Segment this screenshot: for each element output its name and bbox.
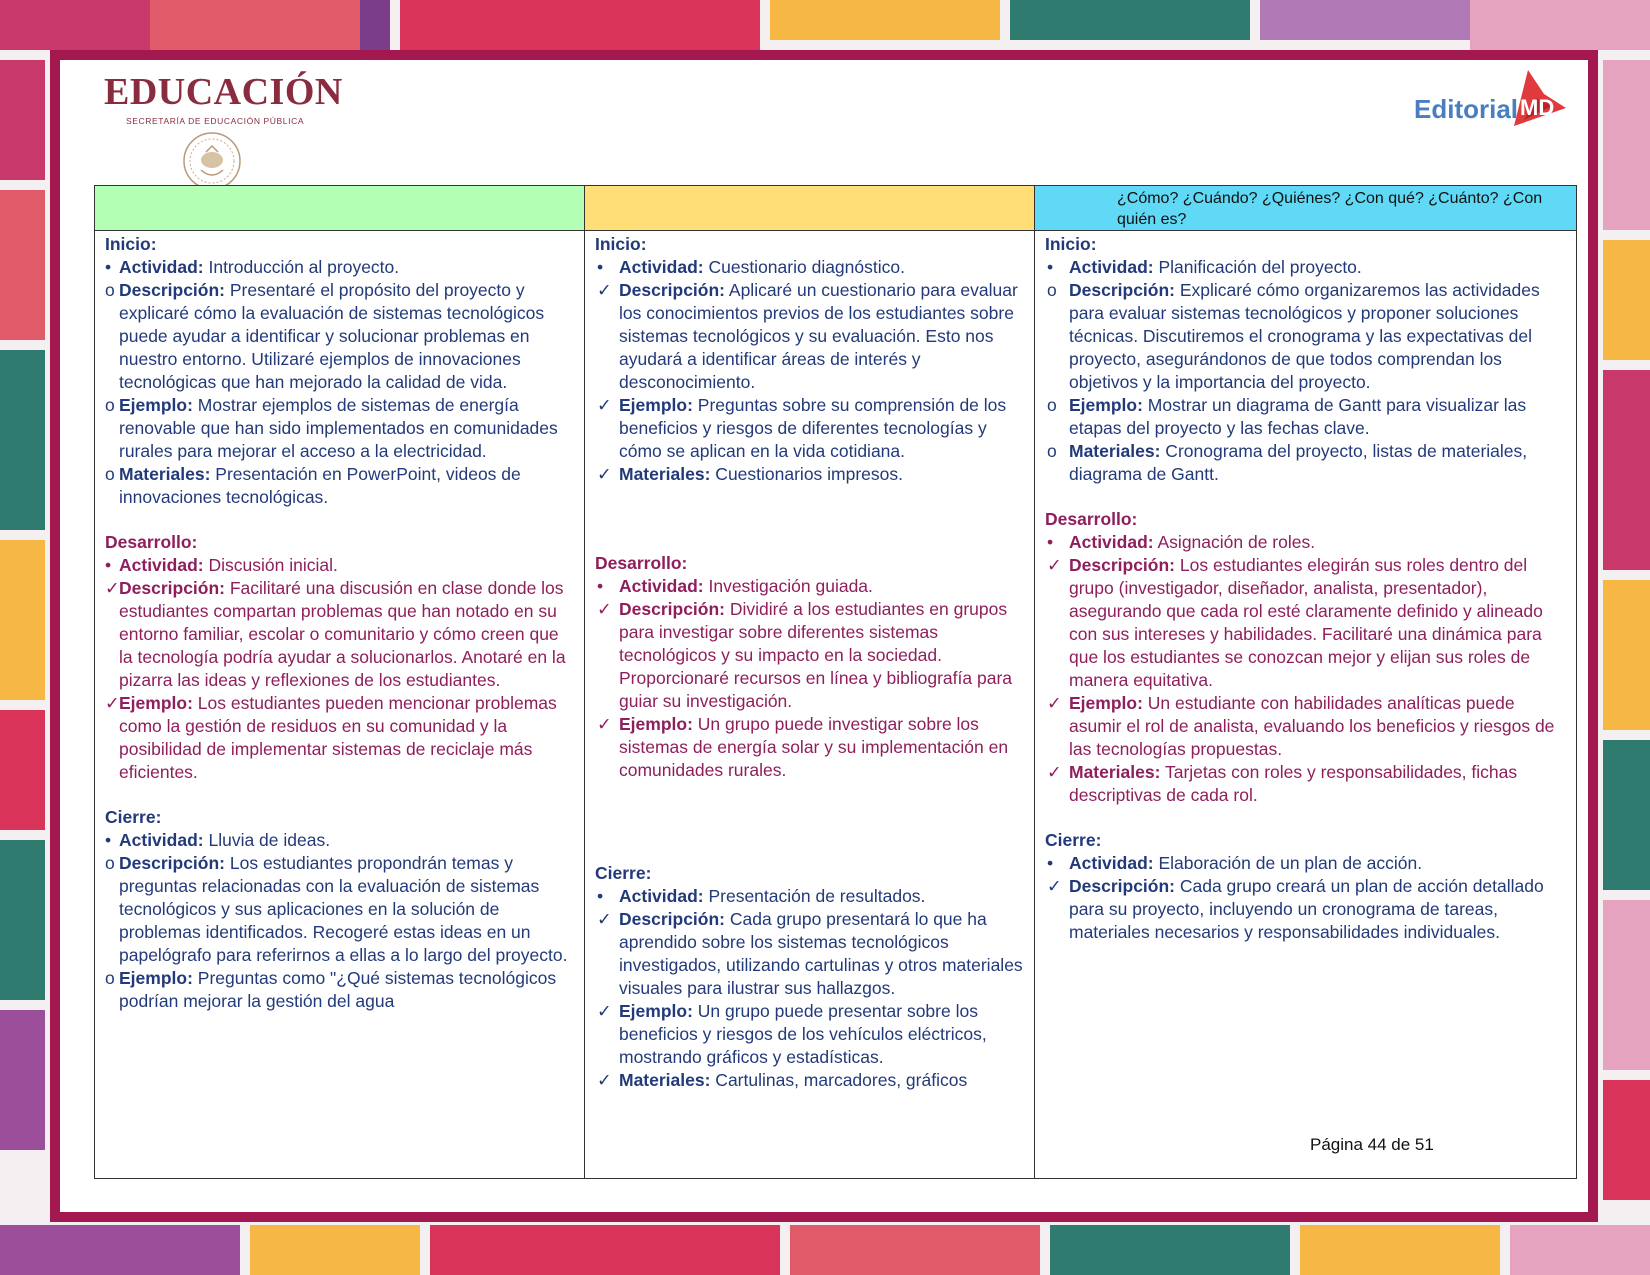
item-text: Preguntas como "¿Qué sistemas tecnológicos podrían mejorar la gestión del agua: [119, 968, 557, 1011]
list-item: [105, 967, 576, 1013]
table-body-row: [95, 231, 1577, 1179]
bullet-icon: •: [1047, 853, 1054, 873]
bullet-icon: •: [105, 555, 112, 575]
item-text: Cada grupo creará un plan de acción detallado para su proyecto, incluyendo un cronograma de tareas, materiales necesarios y responsabilidades individuales.: [1069, 876, 1544, 942]
item-label: Descripción:: [619, 909, 725, 929]
header-cell-green: [95, 186, 585, 231]
check-icon: ✓: [597, 714, 612, 734]
list-item: [105, 463, 576, 509]
list-item: [595, 463, 1026, 486]
bullet-icon: •: [105, 257, 112, 277]
check-icon: ✓: [597, 599, 612, 619]
list-item: [595, 1069, 1026, 1092]
list-item: [105, 577, 576, 692]
check-icon: ✓: [105, 578, 120, 598]
item-label: Materiales:: [619, 464, 711, 484]
column-1-cell: [95, 231, 585, 1179]
item-label: Ejemplo:: [119, 693, 193, 713]
item-label: Materiales:: [119, 464, 211, 484]
item-label: Descripción:: [619, 280, 725, 300]
item-label: Materiales:: [1069, 441, 1161, 461]
item-label: Ejemplo:: [619, 395, 693, 415]
bullet-icon: •: [1047, 257, 1054, 277]
table-header-row: [95, 186, 1577, 231]
bullet-icon: o: [105, 280, 115, 300]
item-text: Preguntas sobre su comprensión de los beneficios y riesgos de diferentes tecnologías y cómo se aplican en la vida cotidiana.: [619, 395, 1007, 461]
list-item: [1045, 531, 1568, 554]
item-text: Lluvia de ideas.: [203, 830, 331, 850]
bullet-icon: o: [1047, 441, 1057, 461]
list-item: [595, 713, 1026, 782]
item-label: Materiales:: [619, 1070, 711, 1090]
list-item: [105, 256, 576, 279]
check-icon: ✓: [597, 280, 612, 300]
editorial-logo-word: Editorial: [1414, 94, 1519, 124]
item-label: Actividad:: [619, 576, 704, 596]
bullet-icon: o: [105, 395, 115, 415]
md-logo-mark: MD: [1520, 95, 1555, 120]
section-title-desarrollo: Desarrollo:: [1045, 509, 1138, 529]
item-label: Descripción:: [1069, 876, 1175, 896]
list-item: [105, 692, 576, 784]
item-text: Los estudiantes elegirán sus roles dentro del grupo (investigador, diseñador, analista, presentador), asegurando que cada rol esté claramente definido y alineado con sus intereses y habilidades. Facilitaré una dinámica para que los estudiantes se conozcan mejor y elijan sus roles de manera equitativa.: [1069, 555, 1543, 690]
list-item: [595, 598, 1026, 713]
section-title-cierre: Cierre:: [595, 863, 652, 883]
bullet-icon: o: [105, 853, 115, 873]
check-icon: ✓: [1047, 876, 1062, 896]
national-seal-icon: [181, 130, 243, 192]
item-label: Actividad:: [119, 257, 204, 277]
list-item: [595, 256, 1026, 279]
item-label: Ejemplo:: [1069, 693, 1143, 713]
section-title-inicio: Inicio:: [1045, 234, 1097, 254]
list-item: [105, 829, 576, 852]
planning-table: [94, 185, 1577, 1179]
item-label: Materiales:: [1069, 762, 1161, 782]
bullet-icon: •: [597, 257, 604, 277]
list-item: [1045, 761, 1568, 807]
header-cell-yellow: [585, 186, 1035, 231]
item-text: Discusión inicial.: [203, 555, 338, 575]
item-label: Actividad:: [119, 830, 204, 850]
item-label: Actividad:: [1069, 257, 1154, 277]
check-icon: ✓: [597, 909, 612, 929]
item-text: Presentación en PowerPoint, videos de innovaciones tecnológicas.: [119, 464, 521, 507]
bullet-icon: •: [1047, 532, 1054, 552]
item-text: Introducción al proyecto.: [203, 257, 400, 277]
section-title-cierre: Cierre:: [105, 807, 162, 827]
sep-logo-subtitle: SECRETARÍA DE EDUCACIÓN PÚBLICA: [126, 116, 305, 126]
list-item: [105, 554, 576, 577]
bullet-icon: o: [1047, 280, 1057, 300]
header-cell-questions: ¿Cómo? ¿Cuándo? ¿Quiénes? ¿Con qué? ¿Cuánto? ¿Con quién es?: [1035, 186, 1577, 231]
list-item: [1045, 394, 1568, 440]
item-text: Cronograma del proyecto, listas de materiales, diagrama de Gantt.: [1069, 441, 1528, 484]
item-label: Actividad:: [619, 257, 704, 277]
check-icon: ✓: [597, 395, 612, 415]
item-text: Un grupo puede investigar sobre los sistemas de energía solar y su implementación en comunidades rurales.: [619, 714, 1009, 780]
item-text: Un estudiante con habilidades analíticas puede asumir el rol de analista, evaluando los beneficios y riesgos de las tecnologías propuestas.: [1069, 693, 1555, 759]
check-icon: ✓: [1047, 762, 1062, 782]
section-title-inicio: Inicio:: [105, 234, 157, 254]
item-label: Descripción:: [1069, 555, 1175, 575]
list-item: [595, 279, 1026, 394]
check-icon: ✓: [1047, 693, 1062, 713]
item-text: Facilitaré una discusión en clase donde los estudiantes compartan problemas que han notado en su entorno familiar, escolar o comunitario y cómo creen que la tecnología podría ayudar a solucionarlos. Anotaré en la pizarra las ideas y reflexiones de los estudiantes.: [119, 578, 566, 690]
item-text: Los estudiantes pueden mencionar problemas como la gestión de residuos en su comunidad y la posibilidad de implementar sistemas de reciclaje más eficientes.: [119, 693, 557, 782]
section-title-desarrollo: Desarrollo:: [105, 532, 198, 552]
list-item: [1045, 256, 1568, 279]
column-3-cell: [1035, 231, 1577, 1179]
bullet-icon: o: [1047, 395, 1057, 415]
bullet-icon: •: [105, 830, 112, 850]
item-label: Descripción:: [119, 280, 225, 300]
list-item: [1045, 875, 1568, 944]
item-text: Dividiré a los estudiantes en grupos para investigar sobre diferentes sistemas tecnológicos y su impacto en la sociedad. Proporcionaré recursos en línea y bibliografía para guiar su investigación.: [619, 599, 1012, 711]
item-text: Mostrar ejemplos de sistemas de energía renovable que han sido implementados en comunidades rurales para mejorar el acceso a la electricidad.: [119, 395, 558, 461]
list-item: [1045, 279, 1568, 394]
sep-logo: [104, 70, 343, 126]
list-item: [1045, 692, 1568, 761]
list-item: [595, 885, 1026, 908]
item-label: Actividad:: [119, 555, 204, 575]
list-item: [595, 394, 1026, 463]
check-icon: ✓: [597, 464, 612, 484]
item-label: Ejemplo:: [1069, 395, 1143, 415]
sep-logo-title: EDUCACIÓN: [104, 71, 343, 113]
list-item: [105, 852, 576, 967]
check-icon: ✓: [1047, 555, 1062, 575]
item-label: Ejemplo:: [619, 714, 693, 734]
list-item: [1045, 852, 1568, 875]
item-text: Un grupo puede presentar sobre los beneficios y riesgos de los vehículos eléctricos, mostrando gráficos y estadísticas.: [619, 1001, 987, 1067]
bullet-icon: •: [597, 886, 604, 906]
section-title-cierre: Cierre:: [1045, 830, 1102, 850]
item-text: Planificación del proyecto.: [1153, 257, 1362, 277]
list-item: [1045, 554, 1568, 692]
item-text: Explicaré cómo organizaremos las actividades para evaluar sistemas tecnológicos y proponer soluciones técnicas. Discutiremos el cronograma y las expectativas del proyecto, asegurándonos de que todos comprendan los objetivos y la importancia del proyecto.: [1069, 280, 1540, 392]
item-label: Actividad:: [619, 886, 704, 906]
item-label: Actividad:: [1069, 853, 1154, 873]
list-item: [595, 575, 1026, 598]
list-item: [105, 394, 576, 463]
item-text: Asignación de roles.: [1153, 532, 1316, 552]
item-text: Cuestionarios impresos.: [710, 464, 904, 484]
item-text: Mostrar un diagrama de Gantt para visualizar las etapas del proyecto y las fechas clave.: [1069, 395, 1527, 438]
item-label: Ejemplo:: [619, 1001, 693, 1021]
list-item: [595, 1000, 1026, 1069]
item-label: Descripción:: [119, 578, 225, 598]
list-item: [1045, 440, 1568, 486]
item-label: Actividad:: [1069, 532, 1154, 552]
list-item: [105, 279, 576, 394]
check-icon: ✓: [105, 693, 120, 713]
column-2-cell: [585, 231, 1035, 1179]
item-label: Descripción:: [1069, 280, 1175, 300]
document-page: [60, 60, 1588, 1212]
item-label: Descripción:: [619, 599, 725, 619]
bullet-icon: o: [105, 968, 115, 988]
item-text: Aplicaré un cuestionario para evaluar los conocimientos previos de los estudiantes sobre sistemas tecnológicos y su evaluación. Esto nos ayudará a identificar áreas de interés y desconocimiento.: [619, 280, 1018, 392]
item-label: Ejemplo:: [119, 395, 193, 415]
md-logo-icon: [1510, 68, 1570, 132]
item-text: Elaboración de un plan de acción.: [1153, 853, 1423, 873]
item-text: Los estudiantes propondrán temas y preguntas relacionadas con la evaluación de sistemas tecnológicos y sus aplicaciones en la solución de problemas identificados. Recogeré estas ideas en un papelógrafo para referirnos a ellas a lo largo del proyecto.: [119, 853, 568, 965]
item-text: Presentaré el propósito del proyecto y explicaré cómo la evaluación de sistemas tecnológicos puede ayudar a identificar y solucionar problemas en nuestro entorno. Utilizaré ejemplos de innovaciones tecnológicas que han mejorado la calidad de vida.: [119, 280, 545, 392]
check-icon: ✓: [597, 1001, 612, 1021]
item-text: Cartulinas, marcadores, gráficos: [710, 1070, 968, 1090]
item-text: Cada grupo presentará lo que ha aprendido sobre los sistemas tecnológicos investigados, utilizando cartulinas y otros materiales visuales para ilustrar sus hallazgos.: [619, 909, 1023, 998]
section-title-inicio: Inicio:: [595, 234, 647, 254]
item-label: Descripción:: [119, 853, 225, 873]
item-label: Ejemplo:: [119, 968, 193, 988]
item-text: Presentación de resultados.: [703, 886, 926, 906]
list-item: [595, 908, 1026, 1000]
item-text: Tarjetas con roles y responsabilidades, fichas descriptivas de cada rol.: [1069, 762, 1518, 805]
item-text: Cuestionario diagnóstico.: [703, 257, 905, 277]
page-number: Página 44 de 51: [1310, 1135, 1434, 1154]
bullet-icon: •: [597, 576, 604, 596]
section-title-desarrollo: Desarrollo:: [595, 553, 688, 573]
check-icon: ✓: [597, 1070, 612, 1090]
item-text: Investigación guiada.: [703, 576, 873, 596]
bullet-icon: o: [105, 464, 115, 484]
editorial-md-logo: [1414, 66, 1574, 134]
